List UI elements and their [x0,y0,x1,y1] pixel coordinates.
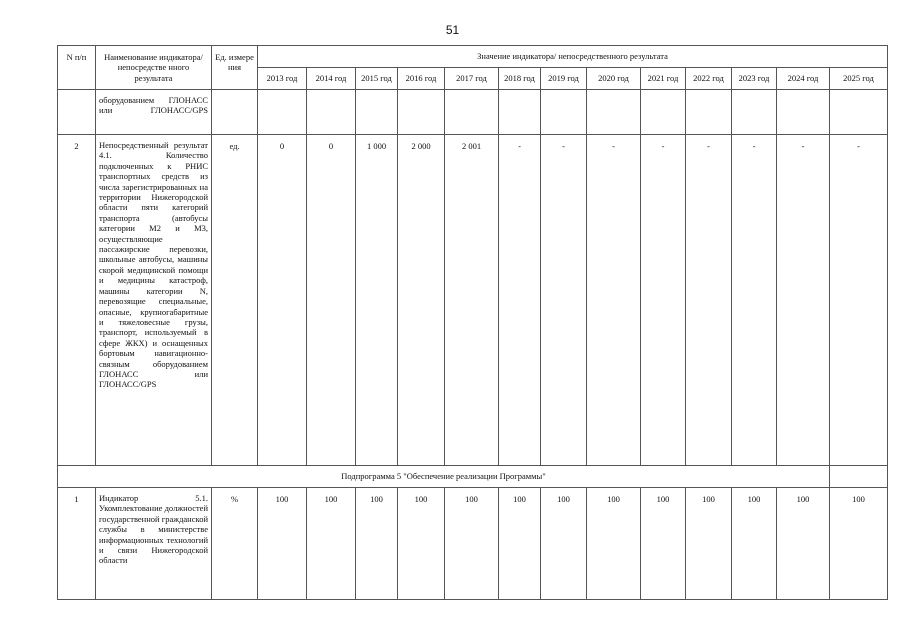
year-header: 2018 год [499,68,541,90]
value-cell [356,90,398,135]
row-name: Непосредственный результат 4.1. Количество подключенных к РНИС транспортных средств из числа зарегистрированных на территории Нижегородской области пяти категорий транспорта (автобусы категории М2 и М3, осуществляющие пассажирские перевозки, школьные автобусы, машины скорой медицинской помощи и медицины катастроф, машины категории N, перевозящие специальные, опасные, крупногабаритные и тяжеловесные грузы, транспорт, используемый в сфере ЖКХ) и оснащенных бортовым навигационно-связным оборудованием ГЛОНАСС или ГЛОНАСС/GPS [96,135,212,466]
value-cell [307,90,356,135]
value-cell: 100 [258,488,307,600]
value-cell: 2 000 [398,135,445,466]
year-header: 2014 год [307,68,356,90]
value-cell [830,90,888,135]
value-cell: 100 [356,488,398,600]
row-number: 2 [58,135,96,466]
value-cell: 100 [587,488,641,600]
header-unit: Ед. измере ния [212,46,258,90]
year-header: 2016 год [398,68,445,90]
indicators-table [57,45,888,600]
value-cell [686,90,732,135]
header-values: Значение индикатора/ непосредственного результата [258,46,888,68]
year-header: 2015 год [356,68,398,90]
value-cell [541,90,587,135]
year-header: 2022 год [686,68,732,90]
table-row [58,135,888,466]
year-header: 2019 год [541,68,587,90]
row-unit: % [212,488,258,600]
value-cell: 0 [307,135,356,466]
subprogram-row [58,466,888,488]
value-cell: 2 001 [445,135,499,466]
year-header: 2025 год [830,68,888,90]
year-header: 2017 год [445,68,499,90]
value-cell [398,90,445,135]
value-cell: - [777,135,830,466]
row-number [58,90,96,135]
row-number: 1 [58,488,96,600]
year-header: 2023 год [732,68,777,90]
value-cell [641,90,686,135]
value-cell: 100 [777,488,830,600]
value-cell: - [587,135,641,466]
value-cell: - [830,135,888,466]
row-name: Индикатор 5.1. Укомплектование должностей государственной гражданской службы в министерстве информационных технологий и связи Нижегородской области [96,488,212,600]
value-cell [445,90,499,135]
header-number: N п/п [58,46,96,90]
value-cell [499,90,541,135]
value-cell: 100 [445,488,499,600]
subprogram-title: Подпрограмма 5 "Обеспечение реализации Программы" [58,466,830,488]
table-row [58,488,888,600]
value-cell [258,90,307,135]
value-cell [587,90,641,135]
value-cell: 100 [830,488,888,600]
value-cell: 1 000 [356,135,398,466]
value-cell: - [686,135,732,466]
value-cell: - [499,135,541,466]
year-header: 2013 год [258,68,307,90]
year-header: 2021 год [641,68,686,90]
value-cell: 100 [641,488,686,600]
value-cell [777,90,830,135]
value-cell: 0 [258,135,307,466]
row-unit: ед. [212,135,258,466]
value-cell: - [641,135,686,466]
row-unit [212,90,258,135]
page-number: 51 [445,23,460,37]
value-cell [732,90,777,135]
value-cell: 100 [541,488,587,600]
year-header: 2020 год [587,68,641,90]
header-row [58,46,888,68]
value-cell: 100 [732,488,777,600]
year-header: 2024 год [777,68,830,90]
row-name: оборудованием ГЛОНАСС или ГЛОНАСС/GPS [96,90,212,135]
subprogram-empty-cell [830,466,888,488]
value-cell: 100 [499,488,541,600]
value-cell: - [732,135,777,466]
value-cell: - [541,135,587,466]
table-row [58,90,888,135]
header-name: Наименование индикатора/непосредстве нного результата [96,46,212,90]
value-cell: 100 [686,488,732,600]
value-cell: 100 [307,488,356,600]
value-cell: 100 [398,488,445,600]
